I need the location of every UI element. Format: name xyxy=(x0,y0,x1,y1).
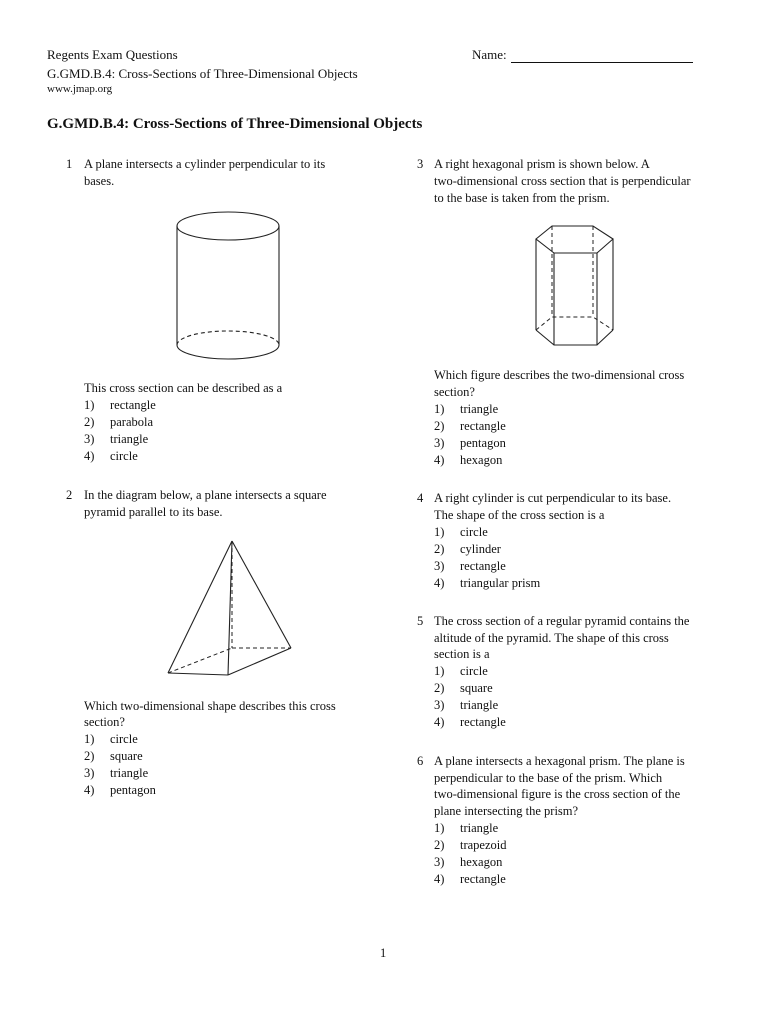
answer-choice[interactable] xyxy=(434,663,506,680)
question-text-line: two-dimensional cross section that is perpendicular xyxy=(434,174,691,188)
answer-choice[interactable] xyxy=(434,854,507,871)
answer-choice[interactable] xyxy=(434,680,506,697)
choice-label: 4) xyxy=(434,715,445,729)
choice-label: 3) xyxy=(434,698,445,712)
answer-choice[interactable] xyxy=(84,397,156,414)
choice-text: circle xyxy=(110,449,138,463)
choice-label: 1) xyxy=(434,402,445,416)
answer-choice[interactable] xyxy=(434,837,507,854)
question-number: 6 xyxy=(417,754,424,768)
choice-text: triangle xyxy=(110,766,149,780)
answer-choice[interactable] xyxy=(434,418,506,435)
answer-choice[interactable] xyxy=(434,871,507,888)
answer-choice[interactable] xyxy=(84,414,156,431)
question-text-line: bases. xyxy=(84,174,115,188)
choice-label: 4) xyxy=(84,449,95,463)
choice-label: 1) xyxy=(84,732,95,746)
choice-label: 3) xyxy=(84,766,95,780)
answer-choices xyxy=(434,820,507,888)
answer-choice[interactable] xyxy=(434,575,540,592)
choice-label: 2) xyxy=(434,681,445,695)
header-line1: Regents Exam Questions xyxy=(47,47,178,62)
choice-text: triangle xyxy=(110,432,149,446)
choice-label: 3) xyxy=(434,855,445,869)
choice-text: rectangle xyxy=(110,398,156,412)
choice-label: 1) xyxy=(434,664,445,678)
page-title: G.GMD.B.4: Cross-Sections of Three-Dimensional Objects xyxy=(47,116,423,132)
choice-text: pentagon xyxy=(110,783,156,797)
hexagonal-prism-figure xyxy=(534,222,624,352)
answer-choices xyxy=(434,524,540,592)
question-text-line: pyramid parallel to its base. xyxy=(84,505,223,519)
answer-choices xyxy=(434,401,506,469)
question-text-line: two-dimensional figure is the cross section of the xyxy=(434,787,681,801)
question-prompt-line: Which figure describes the two-dimensional cross xyxy=(434,368,685,382)
choice-label: 3) xyxy=(84,432,95,446)
choice-label: 4) xyxy=(434,576,445,590)
choice-label: 2) xyxy=(434,419,445,433)
question-text-line: altitude of the pyramid. The shape of this cross xyxy=(434,631,669,645)
choice-text: rectangle xyxy=(460,715,506,729)
answer-choice[interactable] xyxy=(434,697,506,714)
answer-choice[interactable] xyxy=(84,748,156,765)
choice-label: 1) xyxy=(434,821,445,835)
answer-choice[interactable] xyxy=(434,401,506,418)
choice-text: hexagon xyxy=(460,453,503,467)
answer-choice[interactable] xyxy=(84,431,156,448)
choice-text: triangle xyxy=(460,698,499,712)
choice-label: 4) xyxy=(434,453,445,467)
choice-text: rectangle xyxy=(460,419,506,433)
choice-text: parabola xyxy=(110,415,154,429)
choice-label: 2) xyxy=(84,415,95,429)
answer-choice[interactable] xyxy=(434,558,540,575)
cylinder-figure xyxy=(175,208,285,358)
header-line2: G.GMD.B.4: Cross-Sections of Three-Dimensional Objects xyxy=(47,66,358,81)
question-number: 5 xyxy=(417,614,424,628)
answer-choice[interactable] xyxy=(434,714,506,731)
header-site: www.jmap.org xyxy=(47,83,113,95)
answer-choice[interactable] xyxy=(84,782,156,799)
question-text-line: plane intersecting the prism? xyxy=(434,804,579,818)
answer-choice[interactable] xyxy=(84,731,156,748)
name-field xyxy=(472,47,693,63)
choice-label: 3) xyxy=(434,436,445,450)
choice-label: 4) xyxy=(434,872,445,886)
choice-label: 4) xyxy=(84,783,95,797)
question-text-line: to the base is taken from the prism. xyxy=(434,191,610,205)
question-number: 3 xyxy=(417,157,424,171)
question-text-line: A right cylinder is cut perpendicular to its base. xyxy=(434,491,672,505)
choice-text: trapezoid xyxy=(460,838,507,852)
name-line xyxy=(511,48,693,63)
question-text-line: section is a xyxy=(434,647,490,661)
choice-label: 2) xyxy=(434,542,445,556)
answer-choice[interactable] xyxy=(434,541,540,558)
square-pyramid-figure xyxy=(166,535,296,680)
choice-label: 2) xyxy=(84,749,95,763)
choice-label: 3) xyxy=(434,559,445,573)
question-prompt: This cross section can be described as a xyxy=(84,381,283,395)
choice-label: 1) xyxy=(434,525,445,539)
name-label: Name: xyxy=(472,47,507,62)
choice-text: triangle xyxy=(460,402,499,416)
question-text-line: The shape of the cross section is a xyxy=(434,508,605,522)
answer-choices xyxy=(84,397,156,465)
question-text-line: A plane intersects a hexagonal prism. The plane is xyxy=(434,754,685,768)
choice-text: hexagon xyxy=(460,855,503,869)
question-prompt-line: section? xyxy=(434,385,475,399)
answer-choices xyxy=(84,731,156,799)
choice-text: circle xyxy=(460,525,488,539)
choice-text: circle xyxy=(110,732,138,746)
answer-choice[interactable] xyxy=(84,448,156,465)
choice-text: square xyxy=(460,681,493,695)
page-number: 1 xyxy=(380,946,387,960)
question-prompt-line: Which two-dimensional shape describes this cross xyxy=(84,699,336,713)
choice-text: triangular prism xyxy=(460,576,541,590)
choice-label: 1) xyxy=(84,398,95,412)
choice-label: 2) xyxy=(434,838,445,852)
question-prompt-line: section? xyxy=(84,715,125,729)
choice-text: pentagon xyxy=(460,436,506,450)
question-text-line: A plane intersects a cylinder perpendicular to its xyxy=(84,157,326,171)
answer-choice[interactable] xyxy=(434,435,506,452)
choice-text: triangle xyxy=(460,821,499,835)
question-number: 4 xyxy=(417,491,424,505)
question-text-line: In the diagram below, a plane intersects a square xyxy=(84,488,327,502)
answer-choice[interactable] xyxy=(434,452,506,469)
question-text-line: The cross section of a regular pyramid contains the xyxy=(434,614,690,628)
answer-choice[interactable] xyxy=(434,820,507,837)
answer-choice[interactable] xyxy=(434,524,540,541)
answer-choice[interactable] xyxy=(84,765,156,782)
choice-text: rectangle xyxy=(460,872,506,886)
question-number: 2 xyxy=(66,488,73,502)
choice-text: circle xyxy=(460,664,488,678)
question-text-line: perpendicular to the base of the prism. Which xyxy=(434,771,663,785)
question-text-line: A right hexagonal prism is shown below. A xyxy=(434,157,650,171)
choice-text: cylinder xyxy=(460,542,501,556)
answer-choices xyxy=(434,663,506,731)
question-number: 1 xyxy=(66,157,73,171)
choice-text: rectangle xyxy=(460,559,506,573)
choice-text: square xyxy=(110,749,143,763)
